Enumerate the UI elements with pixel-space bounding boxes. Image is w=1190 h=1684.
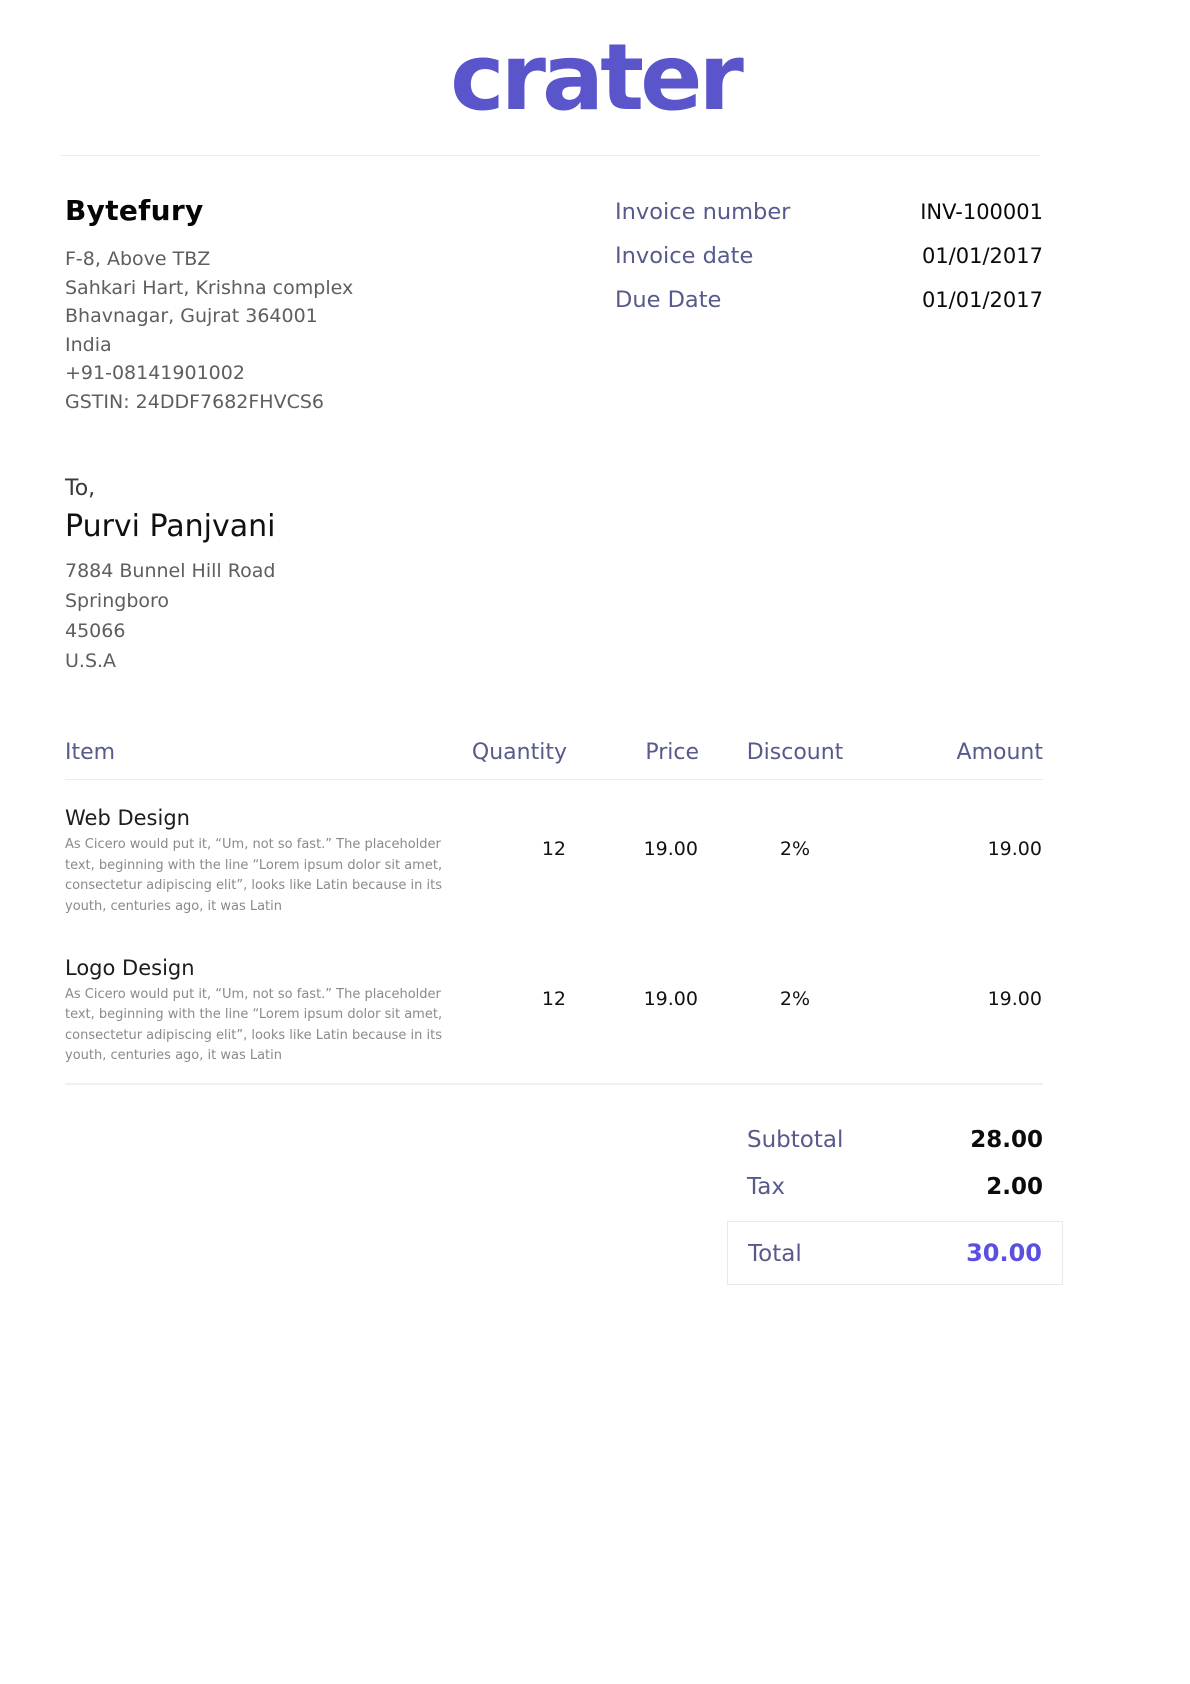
company-gstin: GSTIN: 24DDF7682FHVCS6 [65, 390, 324, 413]
subtotal-label: Subtotal [747, 1126, 844, 1153]
company-block [65, 194, 353, 416]
column-header-item: Item [65, 740, 447, 780]
column-header-quantity: Quantity [447, 740, 567, 780]
totals-block [747, 1127, 1043, 1285]
grand-total-value: 30.00 [966, 1238, 1042, 1267]
table-end-divider [65, 1083, 1043, 1085]
grand-total-label: Total [748, 1240, 802, 1267]
column-header-price: Price [567, 740, 699, 780]
customer-address-line-2: Springboro [65, 590, 170, 613]
item-cell [65, 930, 447, 1079]
subtotal-row [747, 1127, 1043, 1153]
company-phone: +91-08141901002 [65, 362, 245, 385]
table-row [65, 930, 1043, 1079]
item-discount: 2% [779, 838, 811, 861]
item-cell [65, 780, 447, 930]
invoice-info-section [0, 194, 1190, 416]
items-table-header [65, 740, 1043, 780]
tax-value: 2.00 [986, 1173, 1043, 1200]
table-row [65, 780, 1043, 930]
invoice-number-label: Invoice number [615, 199, 791, 226]
item-name: Logo Design [65, 955, 195, 980]
customer-name: Purvi Panjvani [65, 509, 276, 545]
customer-address-line-3: 45066 [65, 620, 126, 643]
company-address-line-1: F-8, Above TBZ [65, 248, 211, 271]
invoice-date-label: Invoice date [615, 243, 754, 270]
items-table [65, 740, 1043, 1078]
item-amount: 19.00 [987, 987, 1042, 1010]
invoice-number-row [615, 200, 1043, 225]
company-address-line-3: Bhavnagar, Gujrat 364001 [65, 305, 318, 328]
company-address-line-2: Sahkari Hart, Krishna complex [65, 276, 354, 299]
invoice-header [0, 0, 1190, 131]
customer-address-line-1: 7884 Bunnel Hill Road [65, 560, 276, 583]
customer-address-line-4: U.S.A [65, 650, 117, 673]
company-address [65, 245, 353, 416]
due-date-row [615, 288, 1043, 313]
item-amount: 19.00 [987, 838, 1042, 861]
tax-row [747, 1174, 1043, 1200]
header-divider [60, 155, 1040, 156]
invoice-date-value: 01/01/2017 [921, 244, 1043, 269]
company-address-line-4: India [65, 333, 112, 356]
column-header-amount: Amount [891, 740, 1043, 780]
item-price: 19.00 [643, 987, 698, 1010]
column-header-discount: Discount [699, 740, 891, 780]
due-date-value: 01/01/2017 [921, 288, 1043, 313]
item-name: Web Design [65, 806, 190, 831]
invoice-meta-block [615, 194, 1043, 416]
crater-logo: crater [450, 24, 740, 131]
item-quantity: 12 [541, 838, 566, 861]
subtotal-value: 28.00 [970, 1126, 1043, 1153]
totals-section [0, 1127, 1190, 1285]
bill-to-prefix: To, [65, 476, 96, 502]
customer-address [65, 556, 1043, 676]
grand-total-box [727, 1221, 1063, 1285]
invoice-date-row [615, 244, 1043, 269]
tax-label: Tax [747, 1173, 785, 1200]
item-quantity: 12 [541, 987, 566, 1010]
bill-to-section [0, 476, 1190, 676]
item-discount: 2% [779, 987, 811, 1010]
invoice-number-value: INV-100001 [920, 200, 1043, 225]
company-name: Bytefury [65, 194, 204, 228]
item-price: 19.00 [643, 838, 698, 861]
items-section [0, 740, 1190, 1084]
item-description: As Cicero would put it, “Um, not so fast.” The placeholder text, beginning with the line “Lorem ipsum dolor sit amet, consectetur adipiscing elit”, looks like Latin because in its youth, centuries ago, it was Latin [65, 986, 443, 1064]
item-description: As Cicero would put it, “Um, not so fast.” The placeholder text, beginning with the line “Lorem ipsum dolor sit amet, consectetur adipiscing elit”, looks like Latin because in its youth, centuries ago, it was Latin [65, 837, 443, 914]
due-date-label: Due Date [615, 287, 722, 314]
